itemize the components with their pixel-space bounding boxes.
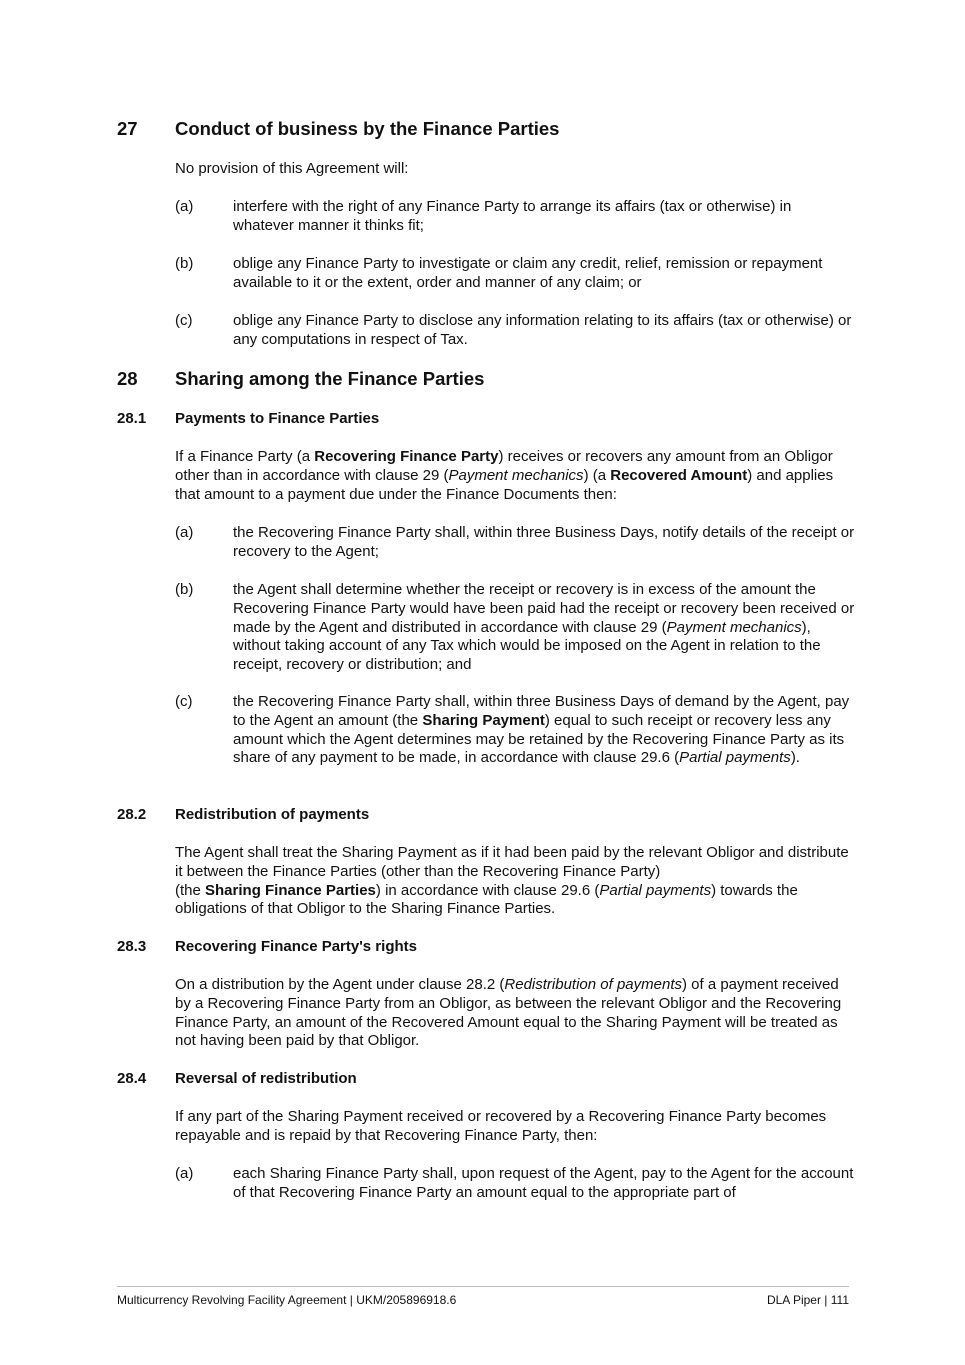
item-label: (c) [175,312,193,329]
section-title: Conduct of business by the Finance Parties [175,118,560,139]
clause-28-4-paragraph: If any part of the Sharing Payment received or recovered by a Recovering Finance Party becomes repayable and is repaid by that Recovering Finance Party, then: [175,1108,827,1144]
item-text: each Sharing Finance Party shall, upon request of the Agent, pay to the Agent for the account of that Recovering Finance Party an amount equal to the appropriate part of [233,1165,854,1201]
item-label: (b) [175,581,194,598]
clause-28-1-paragraph: If a Finance Party (a Recovering Finance Party) receives or recovers any amount from an Obligor other than in accordance with clause 29 (Payment mechanics) (a Recovered Amount) and applies that amount to a payment due under the Finance Documents then: [175,448,834,503]
item-text: oblige any Finance Party to disclose any information relating to its affairs (tax or otherwise) or any computations in respect of Tax. [233,312,852,348]
clause-28-3-paragraph: On a distribution by the Agent under clause 28.2 (Redistribution of payments) of a payment received by a Recovering Finance Party from an Obligor, as between the relevant Obligor and the Recovering Finance Party, an amount of the Recovered Amount equal to the Sharing Payment will be treated as not having been paid by that Obligor. [175,976,842,1050]
section-title: Sharing among the Finance Parties [175,368,485,389]
clause-title: Reversal of redistribution [175,1070,357,1087]
item-text: the Agent shall determine whether the receipt or recovery is in excess of the amount the Recovering Finance Party would have been paid had the receipt or recovery been received or made by the Agent and distributed in accordance with clause 29 (Payment mechanics), without taking account of any Tax which would be imposed on the Agent in relation to the receipt, recovery or distribution; and [233,581,855,674]
item-text: interfere with the right of any Finance Party to arrange its affairs (tax or otherwise) in whatever manner it thinks fit; [233,198,792,234]
clause-number: 28.4 [117,1070,147,1087]
footer-document-reference: Multicurrency Revolving Facility Agreement | UKM/205896918.6 [117,1293,457,1307]
clause-number: 28.3 [117,938,147,955]
clause-title: Recovering Finance Party's rights [175,938,417,955]
item-label: (a) [175,198,194,215]
footer-divider [117,1286,849,1287]
item-label: (c) [175,693,193,710]
item-text: the Recovering Finance Party shall, within three Business Days, notify details of the receipt or recovery to the Agent; [233,524,855,560]
section-number: 27 [117,118,138,139]
section-27-intro: No provision of this Agreement will: [175,160,409,177]
section-number: 28 [117,368,138,389]
clause-number: 28.2 [117,806,147,823]
item-text: oblige any Finance Party to investigate or claim any credit, relief, remission or repayment available to it or the extent, order and manner of any claim; or [233,255,823,291]
clause-28-2-paragraph: The Agent shall treat the Sharing Payment as if it had been paid by the relevant Obligor and distribute it between the Finance Parties (other than the Recovering Finance Party) (the Sharing Finance Parties) in accordance with clause 29.6 (Partial payments) towards the obligations of that Obligor to the Sharing Finance Parties. [175,844,849,918]
item-label: (a) [175,524,194,541]
clause-title: Redistribution of payments [175,806,370,823]
clause-title: Payments to Finance Parties [175,410,380,427]
item-label: (b) [175,255,194,272]
clause-number: 28.1 [117,410,147,427]
footer-page-number: DLA Piper | 111 [766,1293,849,1307]
item-text: the Recovering Finance Party shall, within three Business Days of demand by the Agent, pay to the Agent an amount (the Sharing Payment) equal to such receipt or recovery less any amount which the Agent determines may be retained by the Recovering Finance Party as its share of any payment to be made, in accordance with clause 29.6 (Partial payments). [233,693,850,767]
item-label: (a) [175,1165,194,1182]
